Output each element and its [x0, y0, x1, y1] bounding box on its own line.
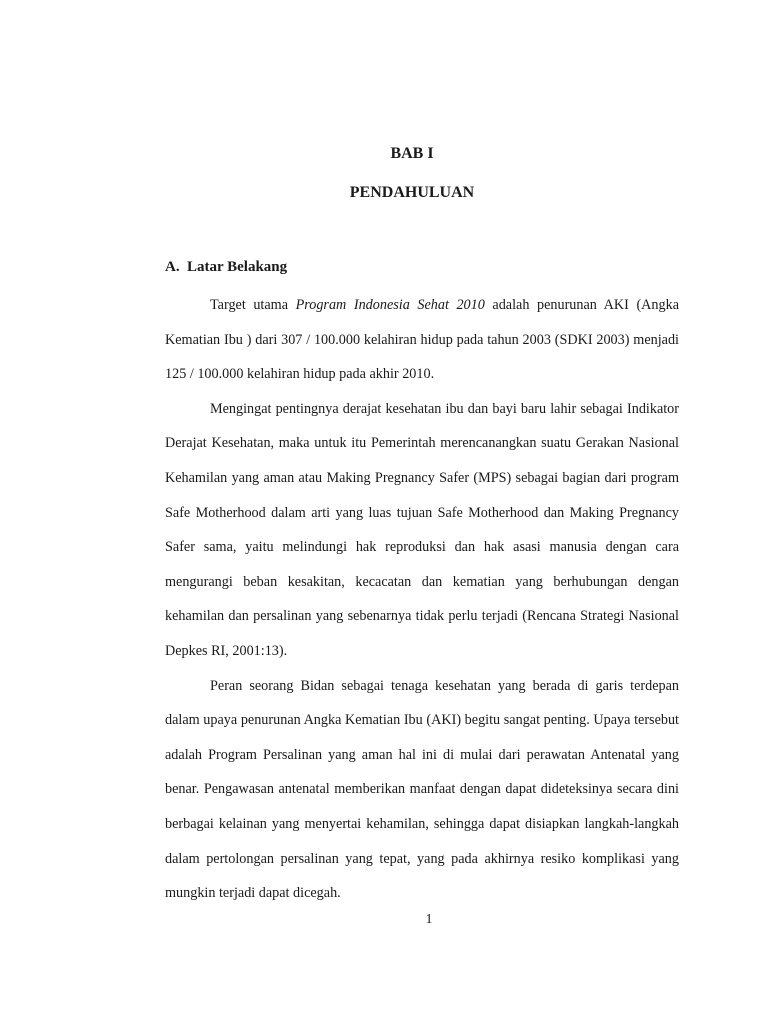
chapter-number: BAB I: [390, 145, 434, 162]
paragraph-3: Peran seorang Bidan sebagai tenaga kesehatan yang berada di garis terdepan dalam upaya penurunan Angka Kematian Ibu (AKI) begitu sangat penting. Upaya tersebut adalah Program Persalinan yang aman hal ini di mulai dari perawatan Antenatal yang benar. Pengawasan antenatal memberikan manfaat dengan dapat dideteksinya secara dini berbagai kelainan yang menyertai kehamilan, sehingga dapat disiapkan langkah-langkah dalam pertolongan persalinan yang tepat, yang pada akhirnya resiko komplikasi yang mungkin terjadi dapat dicegah.: [165, 677, 679, 902]
chapter-title: PENDAHULUAN: [349, 184, 475, 201]
paragraph-1-after: adalah penurunan AKI (Angka Kematian Ibu ) dari 307 / 100.000 kelahiran hidup pada tahun 2003 (SDKI 2003) menjadi 125 / 100.000 kelahiran hidup pada akhir 2010.: [165, 297, 679, 383]
section-letter: A.: [165, 259, 180, 275]
program-name-emphasis: Program Indonesia Sehat 2010: [295, 297, 485, 313]
page-number: 1: [425, 912, 433, 927]
body-text: [165, 288, 679, 911]
section-heading: [165, 257, 287, 277]
paragraph-1-before: Target utama: [210, 297, 296, 313]
paragraph-1: [165, 288, 679, 392]
paragraph-2: Mengingat pentingnya derajat kesehatan ibu dan bayi baru lahir sebagai Indikator Derajat Kesehatan, maka untuk itu Pemerintah merencanangkan suatu Gerakan Nasional Kehamilan yang aman atau Making Pregnancy Safer (MPS) sebagai bagian dari program Safe Motherhood dalam arti yang luas tujuan Safe Motherhood dan Making Pregnancy Safer sama, yaitu melindungi hak reproduksi dan hak asasi manusia dengan cara mengurangi beban kesakitan, kecacatan dan kematian yang berhubungan dengan kehamilan dan persalinan yang sebenarnya tidak perlu terjadi (Rencana Strategi Nasional Depkes RI, 2001:13).: [165, 400, 679, 659]
section-title: Latar Belakang: [187, 259, 288, 275]
